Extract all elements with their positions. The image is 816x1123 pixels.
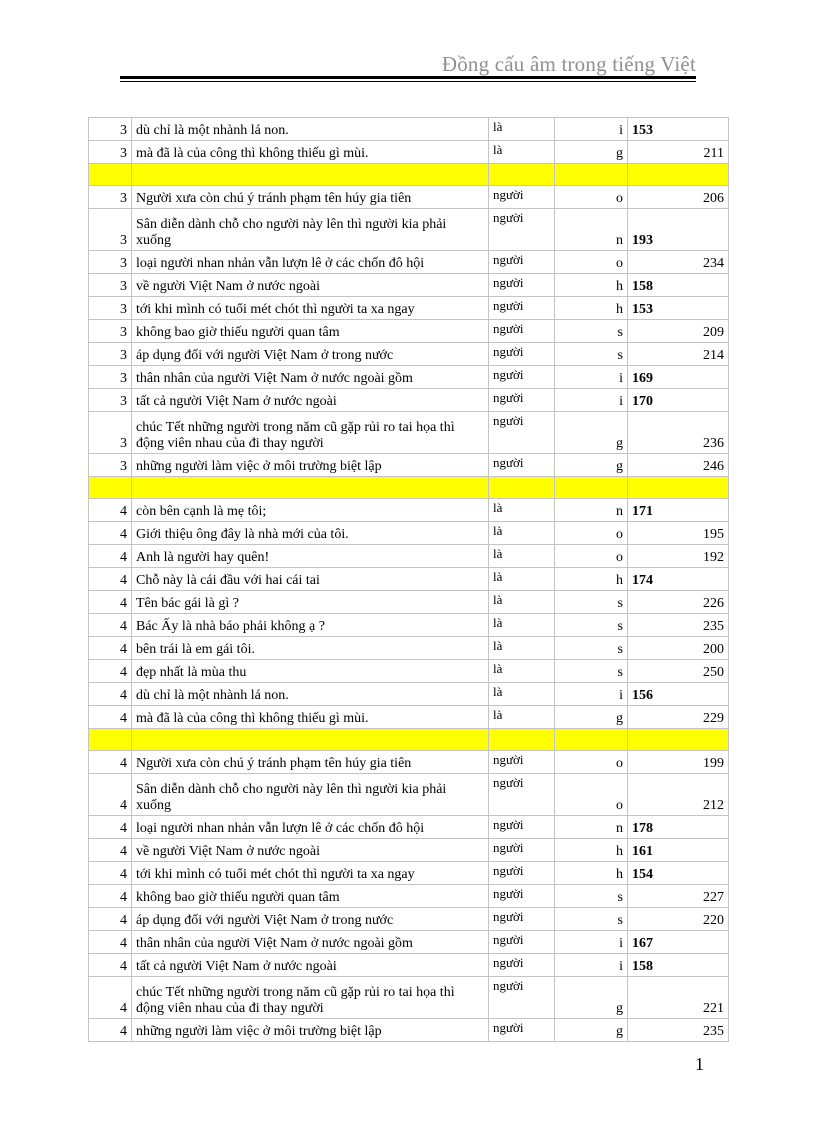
cell-sentence: tất cả người Việt Nam ở nước ngoài bbox=[132, 389, 489, 412]
cell-code: i bbox=[555, 683, 628, 706]
cell-group-number: 4 bbox=[89, 816, 132, 839]
cell-word: người bbox=[489, 751, 555, 774]
cell-group-number: 4 bbox=[89, 568, 132, 591]
highlight-cell bbox=[555, 729, 628, 751]
cell-code: i bbox=[555, 366, 628, 389]
table-row bbox=[89, 751, 729, 774]
cell-value: 226 bbox=[628, 591, 729, 614]
cell-group-number: 3 bbox=[89, 297, 132, 320]
cell-value: 221 bbox=[628, 977, 729, 1019]
cell-group-number: 3 bbox=[89, 412, 132, 454]
cell-value: 153 bbox=[628, 297, 729, 320]
cell-code: s bbox=[555, 591, 628, 614]
cell-sentence: Người xưa còn chú ý tránh phạm tên húy gia tiên bbox=[132, 186, 489, 209]
cell-value: 236 bbox=[628, 412, 729, 454]
cell-word: người bbox=[489, 1019, 555, 1042]
highlight-cell bbox=[89, 164, 132, 186]
table-row bbox=[89, 954, 729, 977]
cell-code: o bbox=[555, 751, 628, 774]
cell-value: 206 bbox=[628, 186, 729, 209]
cell-sentence: Anh là người hay quên! bbox=[132, 545, 489, 568]
cell-code: i bbox=[555, 389, 628, 412]
cell-value: 169 bbox=[628, 366, 729, 389]
cell-sentence: mà đã là của công thì không thiếu gì mùi. bbox=[132, 706, 489, 729]
cell-group-number: 4 bbox=[89, 683, 132, 706]
cell-value: 209 bbox=[628, 320, 729, 343]
cell-code: h bbox=[555, 568, 628, 591]
cell-value: 192 bbox=[628, 545, 729, 568]
cell-code: h bbox=[555, 297, 628, 320]
cell-word: là bbox=[489, 660, 555, 683]
cell-word: người bbox=[489, 366, 555, 389]
cell-code: g bbox=[555, 412, 628, 454]
cell-value: 200 bbox=[628, 637, 729, 660]
table-row bbox=[89, 251, 729, 274]
cell-sentence: về người Việt Nam ở nước ngoài bbox=[132, 274, 489, 297]
cell-word: là bbox=[489, 499, 555, 522]
cell-word: người bbox=[489, 209, 555, 251]
cell-value: 195 bbox=[628, 522, 729, 545]
cell-sentence: loại người nhan nhản vẫn lượn lê ở các chốn đô hội bbox=[132, 816, 489, 839]
cell-value: 153 bbox=[628, 118, 729, 141]
highlight-cell bbox=[489, 477, 555, 499]
cell-word: người bbox=[489, 885, 555, 908]
running-header-title: Đồng cấu âm trong tiếng Việt bbox=[441, 52, 696, 76]
cell-code: o bbox=[555, 522, 628, 545]
cell-group-number: 4 bbox=[89, 977, 132, 1019]
highlight-cell bbox=[132, 477, 489, 499]
table-row bbox=[89, 141, 729, 164]
cell-sentence: Sân diễn dành chỗ cho người này lên thì người kia phải xuống bbox=[132, 209, 489, 251]
cell-group-number: 4 bbox=[89, 660, 132, 683]
cell-value: 229 bbox=[628, 706, 729, 729]
highlight-cell bbox=[555, 477, 628, 499]
table-row bbox=[89, 1019, 729, 1042]
cell-sentence: tất cả người Việt Nam ở nước ngoài bbox=[132, 954, 489, 977]
cell-code: g bbox=[555, 454, 628, 477]
highlight-cell bbox=[628, 729, 729, 751]
table-row bbox=[89, 862, 729, 885]
cell-group-number: 3 bbox=[89, 454, 132, 477]
cell-value: 174 bbox=[628, 568, 729, 591]
cell-sentence: chúc Tết những người trong năm cũ gặp rủi ro tai họa thì động viên nhau của đi thay người bbox=[132, 977, 489, 1019]
cell-sentence: về người Việt Nam ở nước ngoài bbox=[132, 839, 489, 862]
cell-word: người bbox=[489, 297, 555, 320]
cell-sentence: Sân diễn dành chỗ cho người này lên thì người kia phải xuống bbox=[132, 774, 489, 816]
cell-value: 250 bbox=[628, 660, 729, 683]
cell-word: là bbox=[489, 522, 555, 545]
cell-code: o bbox=[555, 774, 628, 816]
cell-sentence: còn bên cạnh là mẹ tôi; bbox=[132, 499, 489, 522]
table-row bbox=[89, 660, 729, 683]
table-row bbox=[89, 816, 729, 839]
cell-sentence: tới khi mình có tuổi mét chót thì người ta xa ngay bbox=[132, 297, 489, 320]
data-table bbox=[88, 117, 729, 1042]
table-row bbox=[89, 637, 729, 660]
cell-group-number: 4 bbox=[89, 637, 132, 660]
cell-sentence: dù chỉ là một nhành lá non. bbox=[132, 683, 489, 706]
table-row bbox=[89, 454, 729, 477]
cell-group-number: 4 bbox=[89, 862, 132, 885]
cell-value: 220 bbox=[628, 908, 729, 931]
cell-code: s bbox=[555, 885, 628, 908]
cell-code: o bbox=[555, 186, 628, 209]
table-row bbox=[89, 931, 729, 954]
highlight-cell bbox=[132, 729, 489, 751]
cell-code: g bbox=[555, 977, 628, 1019]
cell-code: h bbox=[555, 862, 628, 885]
cell-sentence: Giới thiệu ông đây là nhà mới của tôi. bbox=[132, 522, 489, 545]
cell-word: là bbox=[489, 683, 555, 706]
table-row bbox=[89, 297, 729, 320]
cell-word: người bbox=[489, 931, 555, 954]
cell-value: 211 bbox=[628, 141, 729, 164]
cell-group-number: 4 bbox=[89, 591, 132, 614]
table-row bbox=[89, 706, 729, 729]
cell-group-number: 4 bbox=[89, 774, 132, 816]
highlight-cell bbox=[628, 164, 729, 186]
cell-sentence: áp dụng đối với người Việt Nam ở trong nước bbox=[132, 908, 489, 931]
table-row bbox=[89, 366, 729, 389]
cell-word: là bbox=[489, 706, 555, 729]
cell-code: g bbox=[555, 706, 628, 729]
highlight-cell bbox=[89, 477, 132, 499]
cell-word: là bbox=[489, 591, 555, 614]
table-row bbox=[89, 839, 729, 862]
table-row bbox=[89, 591, 729, 614]
cell-word: người bbox=[489, 862, 555, 885]
highlight-cell bbox=[89, 729, 132, 751]
cell-word: là bbox=[489, 141, 555, 164]
header-rule-thin bbox=[120, 81, 696, 82]
cell-word: người bbox=[489, 908, 555, 931]
cell-group-number: 3 bbox=[89, 141, 132, 164]
cell-value: 158 bbox=[628, 274, 729, 297]
cell-sentence: Người xưa còn chú ý tránh phạm tên húy gia tiên bbox=[132, 751, 489, 774]
cell-sentence: Bác Ấy là nhà báo phải không ạ ? bbox=[132, 614, 489, 637]
cell-value: 234 bbox=[628, 251, 729, 274]
cell-code: s bbox=[555, 614, 628, 637]
cell-sentence: những người làm việc ở môi trường biệt lập bbox=[132, 1019, 489, 1042]
cell-group-number: 4 bbox=[89, 522, 132, 545]
cell-code: n bbox=[555, 209, 628, 251]
cell-sentence: đẹp nhất là mùa thu bbox=[132, 660, 489, 683]
cell-sentence: không bao giờ thiếu người quan tâm bbox=[132, 320, 489, 343]
page-number: 1 bbox=[695, 1054, 704, 1074]
cell-word: người bbox=[489, 816, 555, 839]
cell-group-number: 4 bbox=[89, 885, 132, 908]
cell-sentence: áp dụng đối với người Việt Nam ở trong nước bbox=[132, 343, 489, 366]
cell-word: người bbox=[489, 977, 555, 1019]
cell-sentence: chúc Tết những người trong năm cũ gặp rủi ro tai họa thì động viên nhau của đi thay người bbox=[132, 412, 489, 454]
cell-code: h bbox=[555, 839, 628, 862]
table-row bbox=[89, 683, 729, 706]
cell-word: người bbox=[489, 774, 555, 816]
cell-group-number: 4 bbox=[89, 751, 132, 774]
cell-group-number: 3 bbox=[89, 343, 132, 366]
cell-value: 158 bbox=[628, 954, 729, 977]
table-row bbox=[89, 499, 729, 522]
cell-word: là bbox=[489, 614, 555, 637]
cell-group-number: 4 bbox=[89, 839, 132, 862]
cell-word: là bbox=[489, 545, 555, 568]
cell-code: s bbox=[555, 908, 628, 931]
cell-word: người bbox=[489, 320, 555, 343]
cell-value: 235 bbox=[628, 614, 729, 637]
table-row bbox=[89, 522, 729, 545]
cell-code: s bbox=[555, 637, 628, 660]
cell-value: 178 bbox=[628, 816, 729, 839]
cell-sentence: không bao giờ thiếu người quan tâm bbox=[132, 885, 489, 908]
cell-group-number: 4 bbox=[89, 954, 132, 977]
cell-code: s bbox=[555, 660, 628, 683]
cell-word: người bbox=[489, 454, 555, 477]
cell-word: người bbox=[489, 186, 555, 209]
header-rule bbox=[120, 76, 696, 79]
cell-code: g bbox=[555, 1019, 628, 1042]
cell-sentence: thân nhân của người Việt Nam ở nước ngoài gồm bbox=[132, 931, 489, 954]
cell-sentence: thân nhân của người Việt Nam ở nước ngoài gồm bbox=[132, 366, 489, 389]
cell-code: i bbox=[555, 954, 628, 977]
cell-group-number: 4 bbox=[89, 499, 132, 522]
cell-sentence: dù chỉ là một nhành lá non. bbox=[132, 118, 489, 141]
cell-value: 212 bbox=[628, 774, 729, 816]
cell-word: là bbox=[489, 118, 555, 141]
table-row bbox=[89, 885, 729, 908]
cell-value: 170 bbox=[628, 389, 729, 412]
cell-sentence: tới khi mình có tuổi mét chót thì người ta xa ngay bbox=[132, 862, 489, 885]
table-row bbox=[89, 774, 729, 816]
cell-code: i bbox=[555, 931, 628, 954]
cell-group-number: 3 bbox=[89, 186, 132, 209]
cell-sentence: mà đã là của công thì không thiếu gì mùi. bbox=[132, 141, 489, 164]
cell-code: o bbox=[555, 251, 628, 274]
cell-sentence: bên trái là em gái tôi. bbox=[132, 637, 489, 660]
cell-word: người bbox=[489, 251, 555, 274]
table-row bbox=[89, 320, 729, 343]
highlight-separator-row bbox=[89, 477, 729, 499]
cell-group-number: 3 bbox=[89, 389, 132, 412]
highlight-separator-row bbox=[89, 729, 729, 751]
highlight-cell bbox=[628, 477, 729, 499]
cell-code: h bbox=[555, 274, 628, 297]
highlight-cell bbox=[489, 164, 555, 186]
cell-value: 156 bbox=[628, 683, 729, 706]
highlight-separator-row bbox=[89, 164, 729, 186]
cell-value: 167 bbox=[628, 931, 729, 954]
cell-code: n bbox=[555, 816, 628, 839]
cell-group-number: 3 bbox=[89, 118, 132, 141]
cell-value: 199 bbox=[628, 751, 729, 774]
table-row bbox=[89, 908, 729, 931]
table-row bbox=[89, 186, 729, 209]
cell-group-number: 4 bbox=[89, 931, 132, 954]
cell-group-number: 4 bbox=[89, 1019, 132, 1042]
cell-value: 154 bbox=[628, 862, 729, 885]
cell-sentence: loại người nhan nhản vẫn lượn lê ở các chốn đô hội bbox=[132, 251, 489, 274]
highlight-cell bbox=[132, 164, 489, 186]
cell-sentence: Chỗ này là cái đầu với hai cái tai bbox=[132, 568, 489, 591]
cell-sentence: Tên bác gái là gì ? bbox=[132, 591, 489, 614]
table-row bbox=[89, 545, 729, 568]
table-row bbox=[89, 412, 729, 454]
cell-code: o bbox=[555, 545, 628, 568]
cell-value: 235 bbox=[628, 1019, 729, 1042]
cell-value: 227 bbox=[628, 885, 729, 908]
cell-word: người bbox=[489, 274, 555, 297]
cell-word: người bbox=[489, 412, 555, 454]
cell-word: người bbox=[489, 389, 555, 412]
cell-group-number: 3 bbox=[89, 366, 132, 389]
table-row bbox=[89, 209, 729, 251]
cell-word: người bbox=[489, 343, 555, 366]
table-row bbox=[89, 343, 729, 366]
cell-group-number: 3 bbox=[89, 274, 132, 297]
table-row bbox=[89, 977, 729, 1019]
cell-code: g bbox=[555, 141, 628, 164]
cell-group-number: 4 bbox=[89, 545, 132, 568]
cell-group-number: 4 bbox=[89, 908, 132, 931]
table-row bbox=[89, 274, 729, 297]
cell-code: i bbox=[555, 118, 628, 141]
table-row bbox=[89, 614, 729, 637]
cell-value: 161 bbox=[628, 839, 729, 862]
cell-word: người bbox=[489, 954, 555, 977]
cell-word: người bbox=[489, 839, 555, 862]
cell-value: 171 bbox=[628, 499, 729, 522]
cell-group-number: 4 bbox=[89, 706, 132, 729]
cell-code: s bbox=[555, 320, 628, 343]
cell-group-number: 3 bbox=[89, 209, 132, 251]
table-row bbox=[89, 118, 729, 141]
cell-word: là bbox=[489, 568, 555, 591]
cell-value: 193 bbox=[628, 209, 729, 251]
cell-group-number: 3 bbox=[89, 251, 132, 274]
table-row bbox=[89, 389, 729, 412]
cell-sentence: những người làm việc ở môi trường biệt lập bbox=[132, 454, 489, 477]
highlight-cell bbox=[489, 729, 555, 751]
cell-word: là bbox=[489, 637, 555, 660]
cell-group-number: 3 bbox=[89, 320, 132, 343]
cell-code: n bbox=[555, 499, 628, 522]
cell-value: 214 bbox=[628, 343, 729, 366]
table-body bbox=[89, 118, 729, 1042]
cell-code: s bbox=[555, 343, 628, 366]
table-row bbox=[89, 568, 729, 591]
highlight-cell bbox=[555, 164, 628, 186]
cell-value: 246 bbox=[628, 454, 729, 477]
cell-group-number: 4 bbox=[89, 614, 132, 637]
